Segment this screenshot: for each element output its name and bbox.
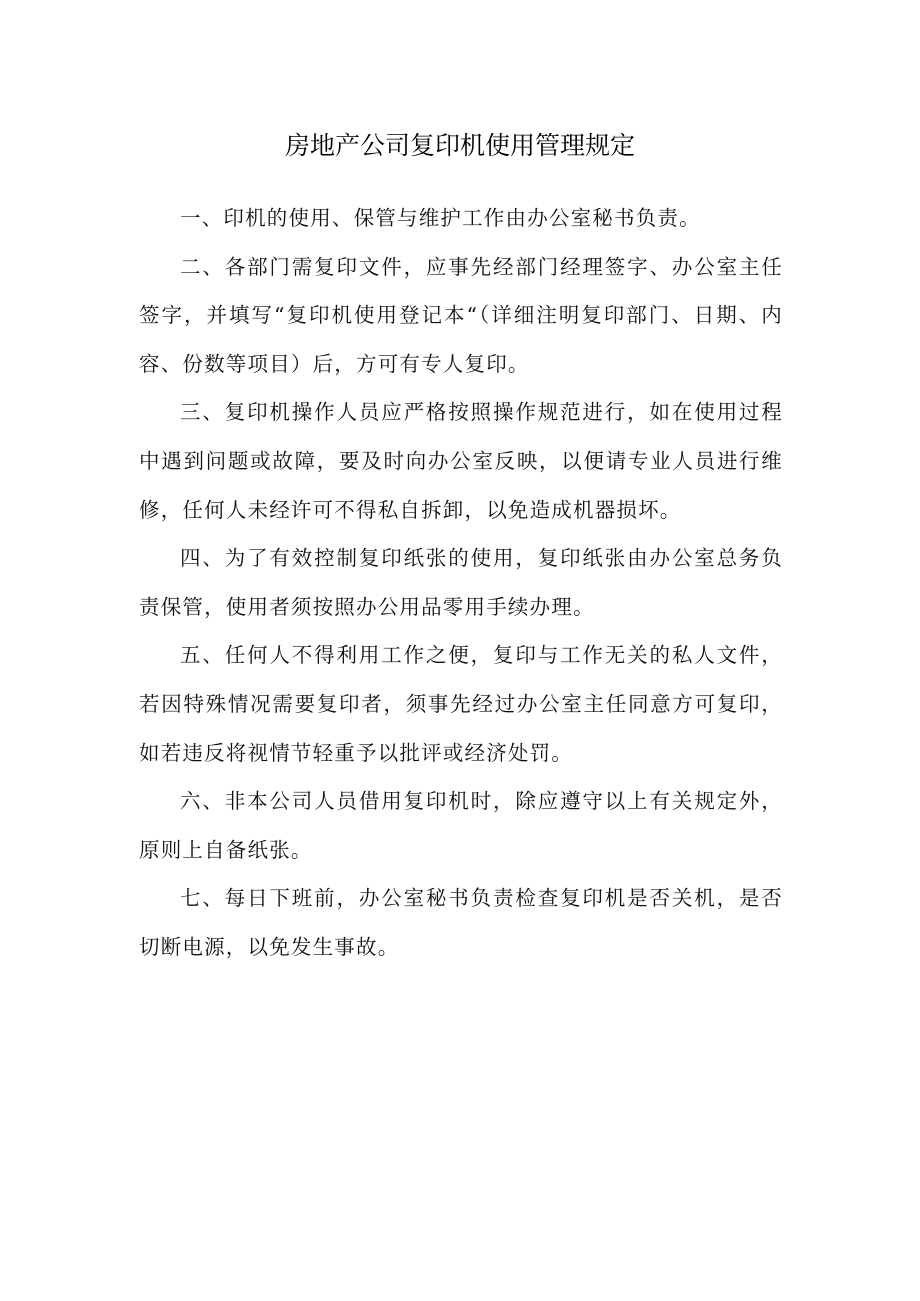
document-body [139,194,783,972]
rule-paragraph-2: 二、各部门需复印文件，应事先经部门经理签字、办公室主任签字，并填写“复印机使用登记本“（详细注明复印部门、日期、内容、份数等项目）后，方可有专人复印。 [139,254,783,376]
rule-paragraph-7: 七、每日下班前，办公室秘书负责检查复印机是否关机，是否切断电源，以免发生事故。 [139,886,783,959]
rule-paragraph-1: 一、印机的使用、保管与维护工作由办公室秘书负责。 [180,206,701,230]
rule-paragraph-4: 四、为了有效控制复印纸张的使用，复印纸张由办公室总务负责保管，使用者须按照办公用品零用手续办理。 [139,546,783,619]
rule-paragraph-6: 六、非本公司人员借用复印机时，除应遵守以上有关规定外，原则上自备纸张。 [139,789,783,862]
rule-paragraph-3: 三、复印机操作人员应严格按照操作规范进行，如在使用过程中遇到问题或故障，要及时向办公室反映，以便请专业人员进行维修，任何人未经许可不得私自拆卸，以免造成机器损坏。 [139,400,783,522]
rule-paragraph-5: 五、任何人不得利用工作之便，复印与工作无关的私人文件，若因特殊情况需要复印者，须事先经过办公室主任同意方可复印，如若违反将视情节轻重予以批评或经济处罚。 [139,643,783,765]
document-title: 房地产公司复印机使用管理规定 [284,131,635,160]
